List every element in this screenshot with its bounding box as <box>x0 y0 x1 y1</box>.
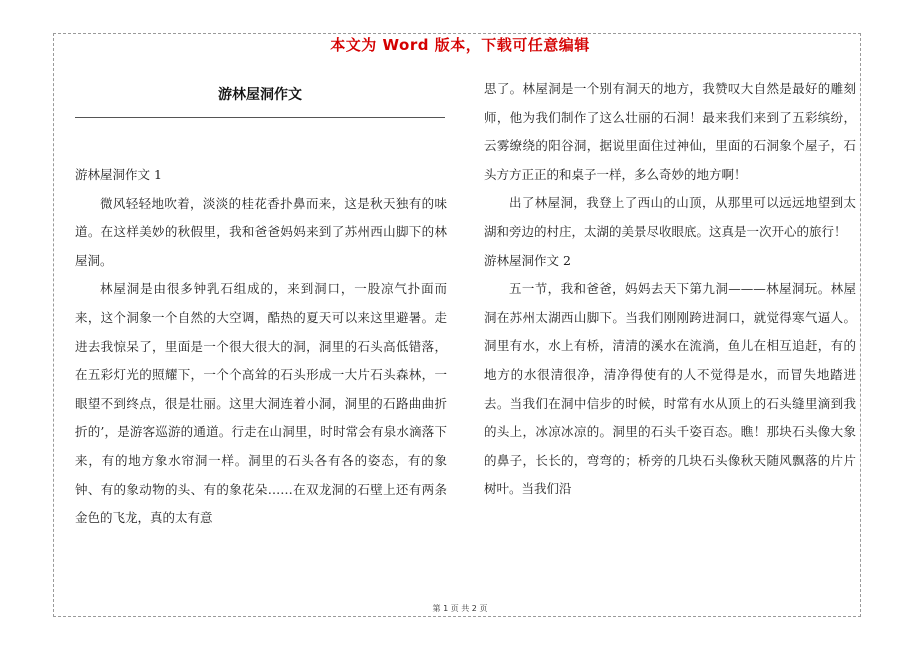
essay-1-paragraph-1: 微风轻轻地吹着，淡淡的桂花香扑鼻而来，这是秋天独有的味道。在这样美妙的秋假里，我和爸爸妈妈来到了苏州西山脚下的林屋洞。 <box>75 195 447 268</box>
essay-1-paragraph-2: 林屋洞是由很多钟乳石组成的，来到洞口，一股凉气扑面而来，这个洞象一个自然的大空调，酷热的夏天可以来这里避暑。走进去我惊呆了，里面是一个很大很大的洞，洞里的石头高低错落，在五彩灯光的照耀下，一个个高耸的石头形成一大片石头森林，一眼望不到终点，很是壮丽。这里大洞连着小洞，洞里的石路曲曲折折的’，是游客巡游的通道。行走在山洞里，时时常会有泉水滴落下来，有的地方象水帘洞一样。洞里的石头各有各的姿态，有的象钟、有的象动物的头、有的象花朵……在双龙洞的石壁上还有两条金色的飞龙，真的太有意 <box>75 281 447 526</box>
essay-2-heading: 游林屋洞作文 2 <box>484 252 571 268</box>
title-underline <box>75 117 445 118</box>
page-number-footer: 第 1 页 共 2 页 <box>432 604 488 613</box>
document-title: 游林屋洞作文 <box>218 87 302 103</box>
right-column <box>484 75 856 504</box>
word-version-banner: 本文为 Word 版本，下载可任意编辑 <box>330 36 590 54</box>
essay-1-paragraph-3: 出了林屋洞，我登上了西山的山顶，从那里可以远远地望到太湖和旁边的村庄，太湖的美景尽收眼底。这真是一次开心的旅行！ <box>484 195 856 239</box>
essay-1-heading: 游林屋洞作文 1 <box>75 167 162 182</box>
left-column <box>75 161 447 533</box>
essay-2-paragraph-1: 五一节，我和爸爸，妈妈去天下第九洞———林屋洞玩。林屋洞在苏州太湖西山脚下。当我们刚刚跨进洞口，就觉得寒气逼人。洞里有水，水上有桥，清清的溪水在流淌，鱼儿在相互追赶，有的地方的水很清很净，清净得使有的人不觉得是水，而冒失地踏进去。当我们在洞中信步的时候，时常有水从顶上的石头缝里滴到我的头上，冰凉冰凉的。洞里的石头千姿百态。瞧！那块石头像大象的鼻子，长长的，弯弯的；桥旁的几块石头像秋天随风飘落的片片树叶。当我们沿 <box>484 281 856 497</box>
essay-1-paragraph-continued: 思了。林屋洞是一个别有洞天的地方，我赞叹大自然是最好的雕刻师，他为我们制作了这么壮丽的石洞！最来我们来到了五彩缤纷，云雾缭绕的阳谷洞，据说里面住过神仙，里面的石洞象个屋子，石头方方正正的和桌子一样，多么奇妙的地方啊！ <box>484 81 856 182</box>
